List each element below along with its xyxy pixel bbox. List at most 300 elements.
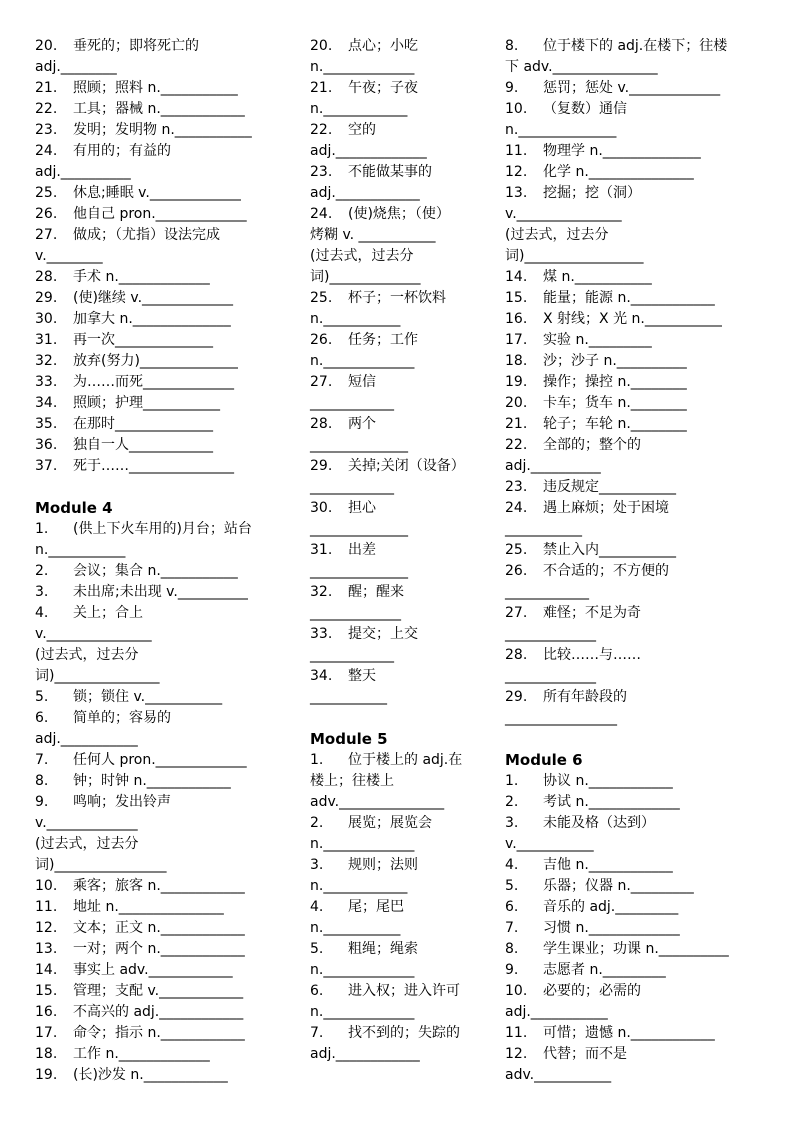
item-number: 18. <box>505 353 528 369</box>
item-text: 轮子；车轮 n.________ <box>543 416 687 432</box>
item-text: ___________ <box>310 689 387 705</box>
item-number: 21. <box>310 80 333 96</box>
vocab-line <box>35 750 310 771</box>
column-right <box>505 36 774 1123</box>
vocab-line <box>35 99 310 120</box>
item-text: 会议；集合 n.___________ <box>73 563 238 579</box>
item-text: ________________ <box>505 710 617 726</box>
vocab-line <box>35 855 310 876</box>
item-number: 13. <box>35 941 58 957</box>
item-text: 规则；法则 <box>348 857 418 873</box>
item-text: 有用的；有益的 <box>73 143 171 159</box>
item-text: 卡车；货车 n.________ <box>543 395 687 411</box>
item-number: 10. <box>35 878 58 894</box>
vocab-line <box>35 456 310 477</box>
item-text: 进入权；进入许可 <box>348 983 460 999</box>
item-text: 手术 n._____________ <box>73 269 210 285</box>
item-text: X 射线；X 光 n.___________ <box>543 311 722 327</box>
vocab-line <box>505 393 774 414</box>
vocab-line <box>310 456 505 477</box>
item-number: 35. <box>35 416 58 432</box>
item-text: 担心 <box>348 500 376 516</box>
item-number: 12. <box>35 920 58 936</box>
item-number: 7. <box>505 920 519 936</box>
item-number: 10. <box>505 983 528 999</box>
item-text: adj.___________ <box>505 1004 608 1020</box>
vocab-line <box>505 666 774 687</box>
vocab-line <box>310 183 505 204</box>
vocab-line <box>35 204 310 225</box>
item-text: v._______________ <box>35 626 152 642</box>
item-text: 尾；尾巴 <box>348 899 404 915</box>
vocab-line <box>35 246 310 267</box>
item-text: 加拿大 n.______________ <box>73 311 231 327</box>
item-number: 29. <box>35 290 58 306</box>
item-text: 在那时______________ <box>73 416 213 432</box>
item-number: 26. <box>310 332 333 348</box>
vocab-line <box>35 288 310 309</box>
vocab-line <box>310 1002 505 1023</box>
item-number: 21. <box>505 416 528 432</box>
vocab-line <box>35 225 310 246</box>
item-text: n._____________ <box>310 962 415 978</box>
vocab-line <box>505 288 774 309</box>
vocab-line <box>35 435 310 456</box>
item-text: 操作；操控 n.________ <box>543 374 687 390</box>
item-text: ____________ <box>310 395 394 411</box>
vocab-line <box>505 1065 774 1086</box>
module-heading: Module 5 <box>310 730 388 748</box>
vocab-line <box>35 393 310 414</box>
vocab-line <box>35 1065 310 1086</box>
item-text: n.___________ <box>310 920 401 936</box>
item-number: 9. <box>35 794 49 810</box>
vocab-line <box>310 645 505 666</box>
item-text: 习惯 n._____________ <box>543 920 680 936</box>
item-text: ____________ <box>310 479 394 495</box>
vocab-line <box>35 834 310 855</box>
column-middle <box>310 36 505 1123</box>
item-text: 违反规定___________ <box>543 479 676 495</box>
item-number: 6. <box>35 710 49 726</box>
item-text: 必要的；必需的 <box>543 983 641 999</box>
vocab-line <box>310 897 505 918</box>
item-text: 不合适的；不方便的 <box>543 563 669 579</box>
item-text: 钟；时钟 n.____________ <box>73 773 231 789</box>
vocab-line <box>310 876 505 897</box>
vocab-line <box>505 57 774 78</box>
item-text: 出差 <box>348 542 376 558</box>
item-text: 比较……与…… <box>543 647 641 663</box>
item-number: 15. <box>35 983 58 999</box>
blank-line <box>35 477 310 498</box>
vocab-line <box>35 1023 310 1044</box>
item-text: 吉他 n.____________ <box>543 857 673 873</box>
vocab-line <box>35 120 310 141</box>
item-text: 词)________________ <box>35 857 167 873</box>
item-text: v.___________ <box>505 836 594 852</box>
item-text: adj._____________ <box>310 143 427 159</box>
item-text: _____________ <box>505 626 596 642</box>
item-number: 28. <box>505 647 528 663</box>
vocab-line <box>310 330 505 351</box>
blank-line <box>310 708 505 729</box>
vocab-line <box>505 183 774 204</box>
item-text: n._____________ <box>310 836 415 852</box>
item-number: 24. <box>310 206 333 222</box>
item-text: adj.__________ <box>505 458 601 474</box>
vocab-line <box>35 162 310 183</box>
item-number: 22. <box>505 437 528 453</box>
item-text: 协议 n.____________ <box>543 773 673 789</box>
item-number: 5. <box>310 941 324 957</box>
item-text: 找不到的；失踪的 <box>348 1025 460 1041</box>
item-number: 16. <box>505 311 528 327</box>
vocab-line <box>35 918 310 939</box>
vocab-line <box>35 876 310 897</box>
item-text: adj.____________ <box>310 185 420 201</box>
vocab-line <box>35 687 310 708</box>
vocab-line <box>505 918 774 939</box>
item-text: 未能及格（达到） <box>543 815 655 831</box>
item-text: (长)沙发 n.____________ <box>73 1067 228 1083</box>
vocab-line <box>505 99 774 120</box>
vocab-line <box>505 141 774 162</box>
item-text: 文本；正文 n.____________ <box>73 920 245 936</box>
vocab-line <box>35 960 310 981</box>
vocab-line <box>505 876 774 897</box>
item-number: 36. <box>35 437 58 453</box>
vocab-line <box>35 267 310 288</box>
item-text: 提交；上交 <box>348 626 418 642</box>
item-text: n.____________ <box>310 878 408 894</box>
item-text: n.___________ <box>35 542 126 558</box>
item-number: 9. <box>505 80 519 96</box>
item-text: 惩罚；惩处 v._____________ <box>543 80 721 96</box>
vocab-line <box>505 330 774 351</box>
item-text: 杯子；一杯饮料 <box>348 290 446 306</box>
item-text: 位于楼下的 adj.在楼下；往楼 <box>543 38 728 54</box>
vocab-line <box>505 981 774 1002</box>
vocab-line <box>35 519 310 540</box>
vocab-line <box>310 771 505 792</box>
item-text: _____________ <box>505 668 596 684</box>
vocab-line <box>505 372 774 393</box>
vocab-line <box>35 729 310 750</box>
vocab-line <box>35 1044 310 1065</box>
item-text: 代替；而不是 <box>543 1046 627 1062</box>
vocab-line <box>310 162 505 183</box>
item-text: v._______________ <box>505 206 622 222</box>
item-text: 午夜；子夜 <box>348 80 418 96</box>
vocab-line <box>505 267 774 288</box>
item-number: 5. <box>505 878 519 894</box>
vocab-line <box>505 162 774 183</box>
vocab-line <box>310 204 505 225</box>
vocab-line <box>505 624 774 645</box>
item-text: 醒；醒来 <box>348 584 404 600</box>
item-number: 21. <box>35 80 58 96</box>
item-number: 11. <box>35 899 58 915</box>
item-number: 27. <box>310 374 333 390</box>
vocab-line <box>310 498 505 519</box>
vocab-line <box>505 519 774 540</box>
item-text: 独自一人____________ <box>73 437 213 453</box>
vocab-line <box>310 561 505 582</box>
item-text: 化学 n._______________ <box>543 164 694 180</box>
vocab-line <box>35 330 310 351</box>
vocab-line <box>310 78 505 99</box>
item-text: 音乐的 adj._________ <box>543 899 679 915</box>
vocab-line <box>505 792 774 813</box>
item-number: 4. <box>35 605 49 621</box>
vocab-line <box>35 897 310 918</box>
vocab-line <box>310 351 505 372</box>
item-text: 煤 n.___________ <box>543 269 652 285</box>
vocab-line <box>505 1002 774 1023</box>
vocab-line <box>310 141 505 162</box>
item-text: 未出席;未出现 v.__________ <box>73 584 248 600</box>
blank-line <box>505 729 774 750</box>
item-text: 地址 n._______________ <box>73 899 224 915</box>
vocab-line <box>505 813 774 834</box>
module-heading: Module 4 <box>35 499 113 517</box>
vocab-line <box>310 834 505 855</box>
item-text: 工具；器械 n.____________ <box>73 101 245 117</box>
item-text: 不高兴的 adj.____________ <box>73 1004 244 1020</box>
item-number: 28. <box>310 416 333 432</box>
item-text: 他自己 pron._____________ <box>73 206 247 222</box>
item-text: (过去式，过去分 <box>505 227 609 243</box>
item-text: 短信 <box>348 374 376 390</box>
module-heading: Module 6 <box>505 751 583 769</box>
item-text: 整天 <box>348 668 376 684</box>
vocab-line <box>35 771 310 792</box>
item-number: 30. <box>35 311 58 327</box>
item-number: 25. <box>310 290 333 306</box>
item-text: 挖掘；挖（洞） <box>543 185 641 201</box>
vocab-line <box>310 939 505 960</box>
item-number: 14. <box>35 962 58 978</box>
item-number: 1. <box>35 521 49 537</box>
item-text: ____________ <box>505 584 589 600</box>
item-text: 照顾；护理___________ <box>73 395 220 411</box>
vocab-line <box>310 309 505 330</box>
vocab-line <box>310 372 505 393</box>
item-text: adj.________ <box>35 59 117 75</box>
item-text: _____________ <box>310 605 401 621</box>
vocab-line <box>505 855 774 876</box>
vocab-line <box>505 939 774 960</box>
item-text: 沙；沙子 n.__________ <box>543 353 687 369</box>
vocab-line <box>35 78 310 99</box>
item-text: 考试 n._____________ <box>543 794 680 810</box>
vocab-line <box>35 561 310 582</box>
vocab-line <box>505 561 774 582</box>
item-number: 9. <box>505 962 519 978</box>
item-text: 词)_____________ <box>310 269 421 285</box>
vocab-line <box>505 645 774 666</box>
vocab-line <box>35 36 310 57</box>
item-text: n.___________ <box>310 311 401 327</box>
item-text: 做成；（尤指）设法完成 <box>73 227 220 243</box>
vocab-line <box>310 288 505 309</box>
item-number: 3. <box>310 857 324 873</box>
item-number: 27. <box>35 227 58 243</box>
vocab-line <box>310 477 505 498</box>
item-text: (过去式，过去分 <box>310 248 414 264</box>
item-text: 乘客；旅客 n.____________ <box>73 878 245 894</box>
vocab-line <box>35 372 310 393</box>
item-text: (过去式，过去分 <box>35 647 139 663</box>
vocab-line <box>310 666 505 687</box>
item-text: (过去式，过去分 <box>35 836 139 852</box>
item-number: 2. <box>505 794 519 810</box>
vocab-line <box>310 36 505 57</box>
column-left <box>35 36 310 1123</box>
vocab-line <box>505 687 774 708</box>
item-text: 垂死的；即将死亡的 <box>73 38 199 54</box>
item-text: 管理；支配 v.____________ <box>73 983 244 999</box>
item-number: 8. <box>505 38 519 54</box>
vocab-line <box>35 666 310 687</box>
item-text: 发明；发明物 n.___________ <box>73 122 252 138</box>
vocab-line <box>310 540 505 561</box>
item-number: 31. <box>310 542 333 558</box>
item-text: ______________ <box>310 437 408 453</box>
item-text: 禁止入内___________ <box>543 542 676 558</box>
item-text: adj.___________ <box>35 731 138 747</box>
item-text: n.____________ <box>310 101 408 117</box>
item-number: 33. <box>35 374 58 390</box>
item-text: (使)烧焦；（使） <box>348 206 450 222</box>
vocab-line <box>505 708 774 729</box>
item-text: 可惜；遗憾 n.____________ <box>543 1025 715 1041</box>
item-number: 27. <box>505 605 528 621</box>
item-number: 37. <box>35 458 58 474</box>
vocab-line <box>35 582 310 603</box>
item-number: 14. <box>505 269 528 285</box>
vocab-line <box>35 645 310 666</box>
vocab-line <box>310 393 505 414</box>
item-number: 18. <box>35 1046 58 1062</box>
vocab-line <box>310 120 505 141</box>
item-number: 24. <box>35 143 58 159</box>
item-text: 任务；工作 <box>348 332 418 348</box>
item-text: n._____________ <box>310 1004 415 1020</box>
item-text: adv._______________ <box>310 794 445 810</box>
vocab-line <box>505 435 774 456</box>
vocab-line <box>310 981 505 1002</box>
item-number: 26. <box>505 563 528 579</box>
item-number: 13. <box>505 185 528 201</box>
item-number: 34. <box>310 668 333 684</box>
item-text: 全部的；整个的 <box>543 437 641 453</box>
item-number: 23. <box>310 164 333 180</box>
vocab-line <box>35 309 310 330</box>
vocab-line <box>310 792 505 813</box>
item-text: adj.__________ <box>35 164 131 180</box>
item-text: 能量；能源 n.____________ <box>543 290 715 306</box>
item-text: 点心；小吃 <box>348 38 418 54</box>
item-number: 31. <box>35 332 58 348</box>
vocab-line <box>310 582 505 603</box>
item-number: 7. <box>310 1025 324 1041</box>
item-text: adj.____________ <box>310 1046 420 1062</box>
item-text: 物理学 n.______________ <box>543 143 701 159</box>
vocab-line <box>505 225 774 246</box>
vocab-line <box>35 981 310 1002</box>
item-number: 23. <box>35 122 58 138</box>
vocab-line <box>505 120 774 141</box>
item-text: 遇上麻烦；处于困境 <box>543 500 669 516</box>
vocab-line <box>35 57 310 78</box>
item-number: 23. <box>505 479 528 495</box>
vocab-line <box>310 57 505 78</box>
item-number: 25. <box>505 542 528 558</box>
item-text: 下 adv._______________ <box>505 59 658 75</box>
vocab-line <box>310 414 505 435</box>
item-text: ______________ <box>310 563 408 579</box>
item-text: adv.___________ <box>505 1067 612 1083</box>
item-number: 22. <box>310 122 333 138</box>
item-number: 3. <box>35 584 49 600</box>
item-number: 6. <box>505 899 519 915</box>
item-text: 不能做某事的 <box>348 164 432 180</box>
item-number: 20. <box>310 38 333 54</box>
vocab-line <box>505 204 774 225</box>
item-text: 关掉;关闭（设备） <box>348 458 465 474</box>
item-text: 两个 <box>348 416 376 432</box>
vocab-line <box>505 1023 774 1044</box>
item-number: 25. <box>35 185 58 201</box>
vocab-line <box>35 351 310 372</box>
item-text: 粗绳；绳索 <box>348 941 418 957</box>
vocab-line <box>310 687 505 708</box>
item-text: (供上下火车用的)月台；站台 <box>73 521 252 537</box>
vocab-line <box>35 141 310 162</box>
item-text: n._____________ <box>310 59 415 75</box>
item-text: 所有年龄段的 <box>543 689 627 705</box>
vocab-line <box>310 435 505 456</box>
vocab-line <box>505 36 774 57</box>
vocab-line <box>505 540 774 561</box>
vocab-line <box>35 414 310 435</box>
vocab-line <box>310 750 505 771</box>
vocab-line <box>310 603 505 624</box>
vocab-line <box>505 456 774 477</box>
item-number: 20. <box>505 395 528 411</box>
item-text: 事实上 adv.____________ <box>73 962 233 978</box>
item-number: 5. <box>35 689 49 705</box>
vocab-line <box>35 939 310 960</box>
vocab-line <box>310 918 505 939</box>
item-text: 空的 <box>348 122 376 138</box>
item-number: 12. <box>505 1046 528 1062</box>
item-text: v._____________ <box>35 815 138 831</box>
item-number: 4. <box>505 857 519 873</box>
item-number: 34. <box>35 395 58 411</box>
item-number: 17. <box>35 1025 58 1041</box>
item-number: 3. <box>505 815 519 831</box>
item-number: 32. <box>310 584 333 600</box>
item-number: 19. <box>35 1067 58 1083</box>
vocab-line <box>310 1023 505 1044</box>
item-number: 7. <box>35 752 49 768</box>
item-number: 10. <box>505 101 528 117</box>
vocab-line <box>505 498 774 519</box>
item-text: 楼上；往楼上 <box>310 773 394 789</box>
